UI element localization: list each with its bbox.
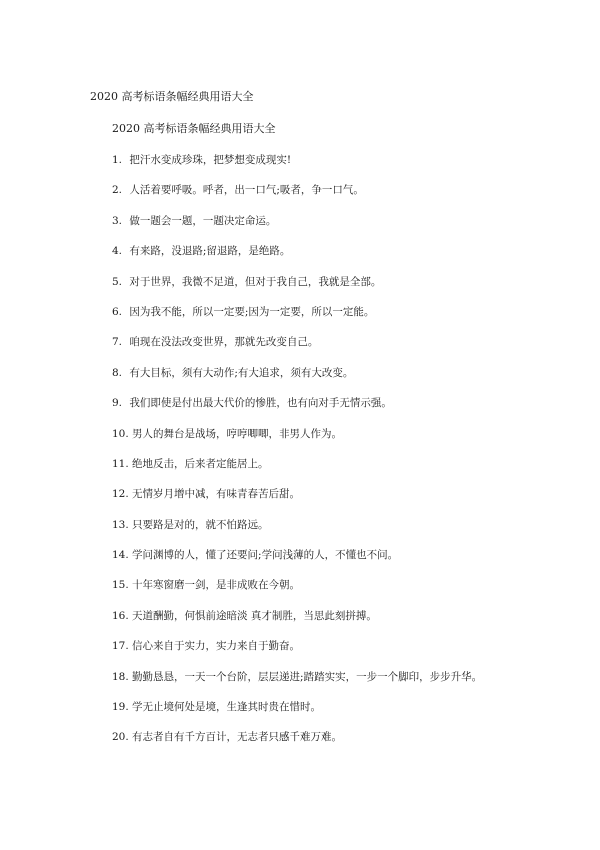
list-item xyxy=(112,153,482,183)
list-item xyxy=(112,518,482,548)
list-item-text: 对于世界，我微不足道，但对于我自己，我就是全部。 xyxy=(129,275,382,288)
list-item-number: 2. xyxy=(112,184,123,197)
list-item-text: 把汗水变成珍珠，把梦想变成现实! xyxy=(129,154,292,166)
list-item-number: 13. xyxy=(112,518,129,531)
list-item-number: 4. xyxy=(112,245,123,258)
list-item xyxy=(112,275,482,305)
list-item-number: 16. xyxy=(112,609,129,622)
list-item-text: 做一题会一题，一题决定命运。 xyxy=(129,214,277,227)
list-item-number: 20. xyxy=(112,731,129,744)
list-item-number: 9. xyxy=(112,397,123,410)
list-item-text: 人活着要呼吸。呼者，出一口气;吸者，争一口气。 xyxy=(129,184,364,197)
list-item xyxy=(112,183,482,213)
list-item xyxy=(112,670,482,700)
list-item-text: 天道酬勤，何惧前途暗淡 真才制胜，当思此刻拼搏。 xyxy=(132,609,377,622)
list-item-text: 有来路，没退路;留退路，是绝路。 xyxy=(129,245,291,258)
list-item-text: 绝地反击，后来者定能居上。 xyxy=(132,457,269,470)
list-item-number: 3. xyxy=(112,214,123,227)
list-item-text: 无情岁月增中减，有味青春苦后甜。 xyxy=(132,488,301,501)
list-item xyxy=(112,214,482,244)
list-item xyxy=(112,427,482,457)
list-item xyxy=(112,457,482,487)
document-subtitle: 2020 高考标语条幅经典用语大全 xyxy=(112,122,276,135)
list-item xyxy=(112,548,482,578)
list-item xyxy=(112,366,482,396)
list-item-text: 有志者自有千方百计，无志者只感千难万难。 xyxy=(132,731,343,744)
list-item-number: 8. xyxy=(112,366,123,379)
list-item-text: 勤勤恳恳，一天一个台阶，层层递进;踏踏实实，一步一个脚印，步步升华。 xyxy=(132,670,483,683)
list-item-text: 十年寒窗磨一剑，是非成败在今朝。 xyxy=(132,579,301,592)
list-item-text: 咱现在没法改变世界，那就先改变自己。 xyxy=(129,336,319,349)
list-item xyxy=(112,639,482,669)
list-item xyxy=(112,396,482,426)
list-item-number: 17. xyxy=(112,640,129,653)
list-item-number: 15. xyxy=(112,579,129,592)
list-item-text: 学问渊博的人，懂了还要问;学问浅薄的人，不懂也不问。 xyxy=(132,549,399,562)
list-item xyxy=(112,578,482,608)
list-item xyxy=(112,609,482,639)
list-item-text: 有大目标，须有大动作;有大追求，须有大改变。 xyxy=(129,366,354,379)
list-item-text: 只要路是对的，就不怕路远。 xyxy=(132,518,269,531)
list-item-number: 1. xyxy=(112,154,123,166)
list-item-number: 10. xyxy=(112,427,129,440)
list-item xyxy=(112,244,482,274)
list-item-text: 因为我不能，所以一定要;因为一定要，所以一定能。 xyxy=(129,305,375,318)
list-item-number: 18. xyxy=(112,670,129,683)
list-item-text: 我们即使是付出最大代价的惨胜，也有向对手无情示强。 xyxy=(129,397,392,410)
list-item xyxy=(112,487,482,517)
document-title: 2020 高考标语条幅经典用语大全 xyxy=(90,90,254,103)
list-item-number: 11. xyxy=(112,457,129,470)
list-item-text: 男人的舞台是战场，哼哼唧唧，非男人作为。 xyxy=(132,427,343,440)
list-item-text: 学无止境何处是境，生逢其时贵在惜时。 xyxy=(132,701,322,714)
list-item-number: 14. xyxy=(112,549,129,562)
list-item-number: 12. xyxy=(112,488,129,501)
list-item xyxy=(112,335,482,365)
list-item-number: 5. xyxy=(112,275,123,288)
list-item xyxy=(112,700,482,730)
list-item-number: 6. xyxy=(112,305,123,318)
slogan-list xyxy=(112,153,482,761)
list-item-text: 信心来自于实力，实力来自于勤奋。 xyxy=(132,640,301,653)
list-item-number: 19. xyxy=(112,701,129,714)
list-item-number: 7. xyxy=(112,336,123,349)
list-item xyxy=(112,730,482,760)
list-item xyxy=(112,305,482,335)
